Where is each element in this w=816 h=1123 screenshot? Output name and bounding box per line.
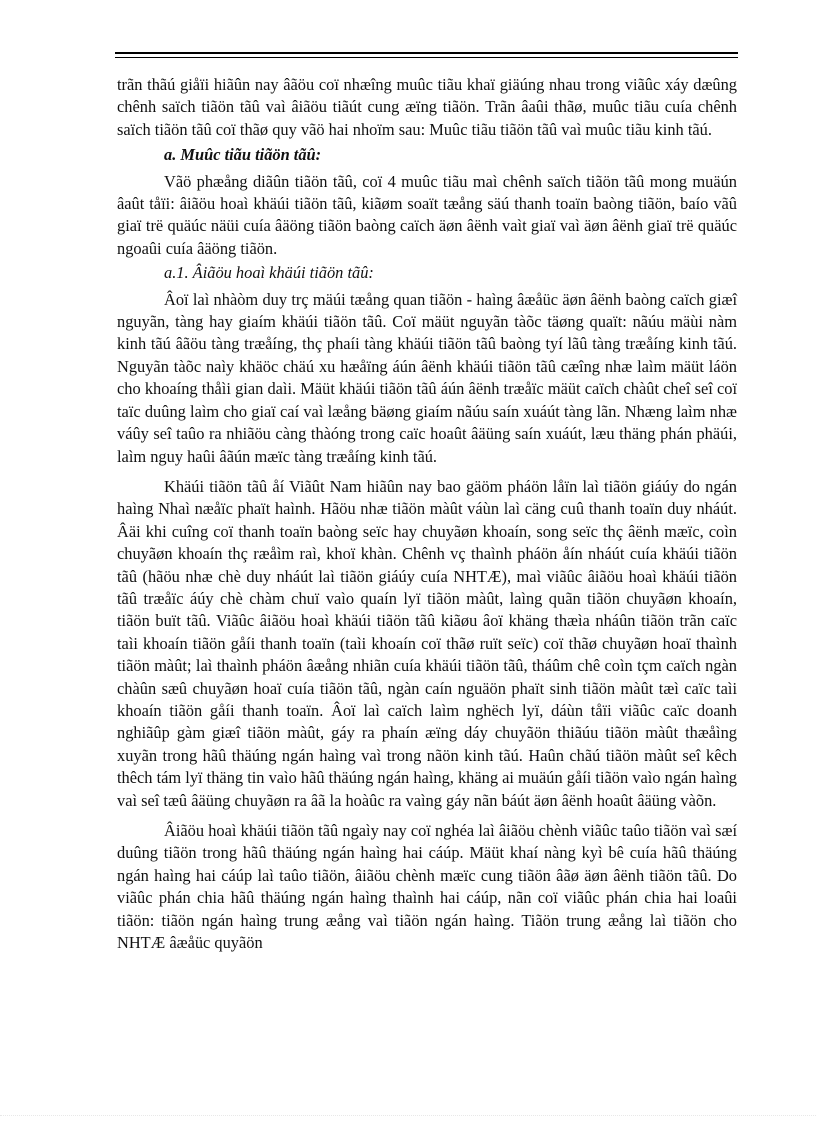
- subsection-a1-paragraph-3: Âiãöu hoaì khäúi tiãön tãû ngaìy nay coï nghéa laì âiãöu chènh viãûc taûo tiãön vaì sæí duûng tiãön trong hãû thäúng ngán haìng hai cáúp. Mäüt khaí nàng kyì bê cuía hãû thäúng ngán haìng hai cáúp laì taûo tiãön, âiãöu chènh mæïc cung tiãön âãø äøn âënh tiãön tãû. Do viãûc phán chia hãû thäúng ngán haìng thaình hai cáúp, nãn coï viãûc phán chia hai loaûi tiãön: tiãön ngán haìng trung æång vaì tiãön ngán haìng. Tiãön trung æång laì tiãön cho NHTÆ âæåüc quyãön: [117, 821, 737, 953]
- header-rule-thick: [115, 52, 738, 54]
- subsection-heading-a1: a.1. Âiãöu hoaì khäúi tiãön tãû:: [164, 263, 374, 283]
- subsection-a1-paragraph-1: Âoï laì nhàòm duy trç mäúi tæång quan tiãön - haìng âæåüc äøn âënh baòng caïch giæî nguyãn, tàng hay giaím khäúi tiãön tãû. Coï mäüt nguyãn tàõc täøng quaït: nãúu mäùi nàm kinh tãú âãöu tàng træåíng, thç phaíi tàng khäúi tiãön tãû baòng tyí lãû tàng træåíng kinh tãú. Nguyãn tàõc naìy khäöc chäú xu hæåïng áún âënh khäúi tiãön tãû cæîng nhæ laìm mäüt láön cho khoaíng thåìi gian daìi. Mäüt khäúi tiãön tãû áún âënh træåïc mäüt caïch chàût cheî seî coï taïc duûng laìm cho giaï caí vaì læång bäøng giaím nãúu saín xuáút tàng lãn. Nhæng laìm nhæ váûy seî taûo ra nhiãöu càng thàóng trong caïc hoaût âäüng saín xuáút, læu thäng phán phäúi, laìm nguy haûi âãún mæïc tàng træåíng kinh tãú.: [117, 289, 737, 466]
- header-rule-thin: [115, 57, 738, 58]
- intro-paragraph: trãn thãú giåïi hiãûn nay âãöu coï nhæîng muûc tiãu khaï giäúng nhau trong viãûc xáy dæûng chênh saïch tiãön tãû vaì âiãöu tiãút cung æïng tiãön. Trãn âaûi thãø, muûc tiãu cuía chênh saïch tiãön tãû coï thãø quy vãö hai nhoïm sau: Muûc tiãu tiãön tãû vaì muûc tiãu kinh tãú.: [117, 75, 737, 139]
- section-a-intro-paragraph: Vãö phæång diãûn tiãön tãû, coï 4 muûc tiãu maì chênh saïch tiãön tãû mong muäún âaût tåïi: âiãöu hoaì khäúi tiãön tãû, kiãøm soaït tæång säú thanh toaïn baòng tiãön, baío vãû giaï trë quäúc näüi cuía âäöng tiãön baòng caïch äøn âënh vaìt giaï vaì äøn âënh giaï trë quäúc ngoaûi cuía âäöng tiãön.: [117, 171, 737, 258]
- section-heading-a: a. Muûc tiãu tiãön tãû:: [164, 145, 322, 165]
- footer-dotted-line: [0, 1115, 816, 1117]
- subsection-a1-paragraph-2: Khäúi tiãön tãû åí Viãût Nam hiãûn nay bao gäöm pháön låïn laì tiãön giáúy do ngán haìng Nhaì næåïc phaït haình. Hãöu nhæ tiãön màût váùn laì cäng cuû thanh toaïn duy nháút. Âäi khi cuîng coï thanh toaïn baòng seïc hay chuyãøn khoaín, song seïc thç âënh mæïc, coìn chuyãøn khoaín thç ræåìm raì, khoï khàn. Chênh vç thaình pháön åín nháút cuía khäúi tiãön tãû (hãöu nhæ chè duy nháút laì tiãön giáúy cuía NHTÆ), maì viãûc âiãöu hoaì khäúi tiãön tãû træåïc áúy chè chàm chuï vaìo quaín lyï tiãön màût, laìng quãn tiãön chuyãøn khoaín, tiãön buït tãû. Viãûc âiãöu hoaì khäúi tiãön tãû kiãøu âoï khäng thæìa nháûn tiãön trãn caïc taìi khoaín tiãön gåíi thanh toaïn (taìi khoaín coï thãø ruït seïc) coï thãø chuyãøn hoaï thaình tiãön màût; laì thaình pháön âæång nhiãn cuía khäúi tiãön tãû, tháûm chê coìn tçm caïch ngàn chàûn sæû chuyãøn hoaï cuía tiãön tãû, ngàn caín nguäön phaït sinh tiãön màût tæì caïc taìi khoaín tiãön gåíi thanh toaïn. Âoï laì caïch laìm nghëch lyï, dáùn tåïi viãûc caïc doanh nghiãûp gàm giæî tiãön màût, gáy ra phaín æïng dáy chuyãön thiãúu tiãön màût thæåìng xuyãn trong hãû thäúng ngán haìng vaì trong nãön kinh tãú. Haûn chãú tiãön màût seî kêch thêch tám lyï thäng tin vaìo hãû thäúng ngán haìng, khäng ai muäún gåíi tiãön vaìo ngán haìng vaì seî tæû âäüng chuyãøn ra âã la hoàûc ra vaìng gáy nãn báút äøn âënh hoaût âäüng vàõn.: [117, 476, 737, 810]
- document-body: [117, 74, 737, 954]
